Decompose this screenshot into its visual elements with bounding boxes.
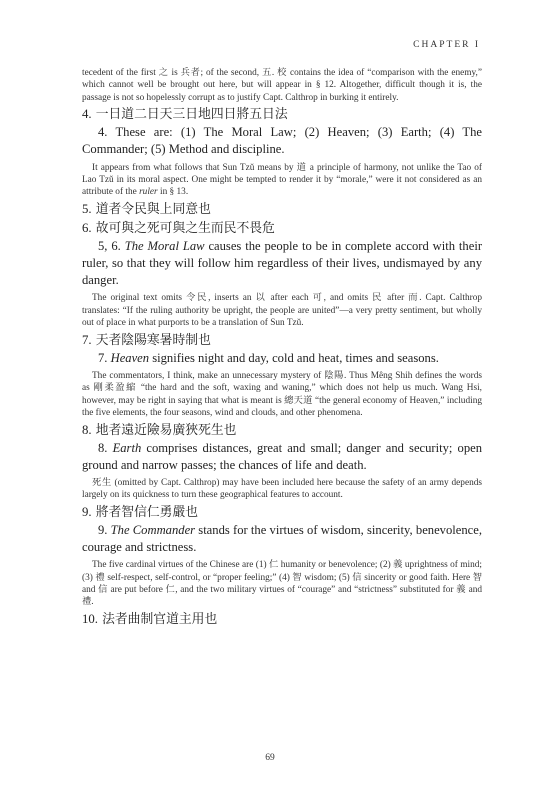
chinese-verse-4	[82, 106, 482, 123]
note-emphasis: ruler	[139, 187, 158, 198]
page-number: 69	[265, 753, 275, 763]
chinese-text: 道者令民與上同意也	[95, 201, 211, 217]
translation-text: causes the people to be in complete accord with their ruler, so that they will follow him regardless of their lives, undismayed by any danger.	[82, 238, 483, 288]
commentary-note: 死生 (omitted by Capt. Calthrop) may have been included here because the safety of an army depends largely on its quickness to turn these geographical features to account.	[82, 477, 482, 501]
chinese-verse-10	[82, 611, 482, 628]
translation-9	[82, 522, 482, 556]
chinese-verse-8	[82, 422, 482, 439]
commentary-note	[82, 162, 482, 199]
verse-number: 7.	[82, 332, 92, 347]
translation-emphasis: The Moral Law	[124, 238, 205, 253]
translation-emphasis: Earth	[112, 440, 142, 455]
chinese-verse-6	[82, 220, 482, 237]
translation-8	[82, 440, 482, 474]
verse-number: 4.	[82, 107, 92, 122]
translation-text: 7.	[98, 350, 111, 365]
commentary-note: The five cardinal virtues of the Chinese are (1) 仁 humanity or benevolence; (2) 義 uprightness of mind; (3) 禮 self-respect, self-control, or “proper feeling;” (4) 智 wisdom; (5) 信 sincerity or good faith. Here 智 and 信 are put before 仁, and the two military virtues of “courage” and “strictness” substituted for 義 and 禮.	[82, 560, 482, 608]
translation-4: 4. These are: (1) The Moral Law; (2) Heaven; (3) Earth; (4) The Commander; (5) Method and discipline.	[82, 125, 482, 157]
chinese-text: 故可與之死可與之生而民不畏危	[95, 220, 275, 236]
running-head: CHAPTER I	[413, 40, 480, 50]
page-body	[82, 67, 482, 629]
translation-text: 5, 6.	[98, 238, 125, 253]
verse-number: 6.	[82, 220, 92, 235]
chinese-text: 天者陰陽寒暑時制也	[95, 332, 211, 348]
translation-7	[82, 350, 482, 367]
commentary-note: tecedent of the first 之 is 兵者; of the second, 五. 校 contains the idea of “comparison with the enemy,” which cannot well be brought out here, but will appear in § 12. Altogether, difficult though it is, the passage is not so hopelessly corrupt as to justify Capt. Calthrop in burking it entirely.	[82, 68, 482, 103]
translation-text: stands for the virtues of wisdom, sincerity, benevolence, courage and strictness.	[82, 522, 482, 554]
chinese-verse-9	[82, 504, 482, 521]
translation-5-6	[82, 238, 482, 290]
chinese-text: 法者曲制官道主用也	[102, 611, 218, 627]
commentary-note: The original text omits 令民, inserts an 以 after each 可, and omits 民 after 而. Capt. Calthrop translates: “If the ruling authority be upright, the people are united”—a very pretty sentiment, but wholly out of place in what purports to be a translation of Sun Tzŭ.	[82, 293, 482, 329]
note-text: in § 13.	[157, 187, 189, 198]
chinese-text: 地者遠近險易廣狹死生也	[95, 422, 237, 438]
chinese-text: 一日道二日天三日地四日將五日法	[95, 107, 288, 123]
chinese-text: 將者智信仁勇嚴也	[95, 504, 199, 520]
translation-text: signifies night and day, cold and heat, times and seasons.	[149, 350, 439, 365]
translation-text: comprises distances, great and small; danger and security; open ground and narrow passes; the chances of life and death.	[82, 440, 483, 472]
translation-emphasis: Heaven	[110, 350, 150, 365]
translation-text: 8.	[98, 440, 113, 455]
verse-number: 8.	[82, 422, 92, 437]
translation-text: 9.	[98, 522, 111, 537]
note-text: It appears from what follows that Sun Tzŭ means by 道 a principle of harmony, not unlike the Tao of Lao Tzŭ in its moral aspect. One might be tempted to render it by “morale,” were it not considered as an attribute of the	[82, 162, 482, 198]
verse-number: 5.	[82, 201, 92, 216]
chinese-verse-7	[82, 332, 482, 349]
translation-emphasis: The Commander	[110, 522, 196, 537]
chinese-verse-5	[82, 201, 482, 218]
commentary-note: The commentators, I think, make an unnecessary mystery of 陰陽. Thus Mêng Shih defines the words as 剛柔盈縮 “the hard and the soft, waxing and waning,” which does not help us much. Wang Hsi, however, may be right in saying that what is meant is 總天道 “the general economy of Heaven,” including the five elements, the four seasons, wind and clouds, and other phenomena.	[82, 370, 482, 419]
verse-number: 10.	[82, 611, 98, 626]
verse-number: 9.	[82, 504, 92, 519]
